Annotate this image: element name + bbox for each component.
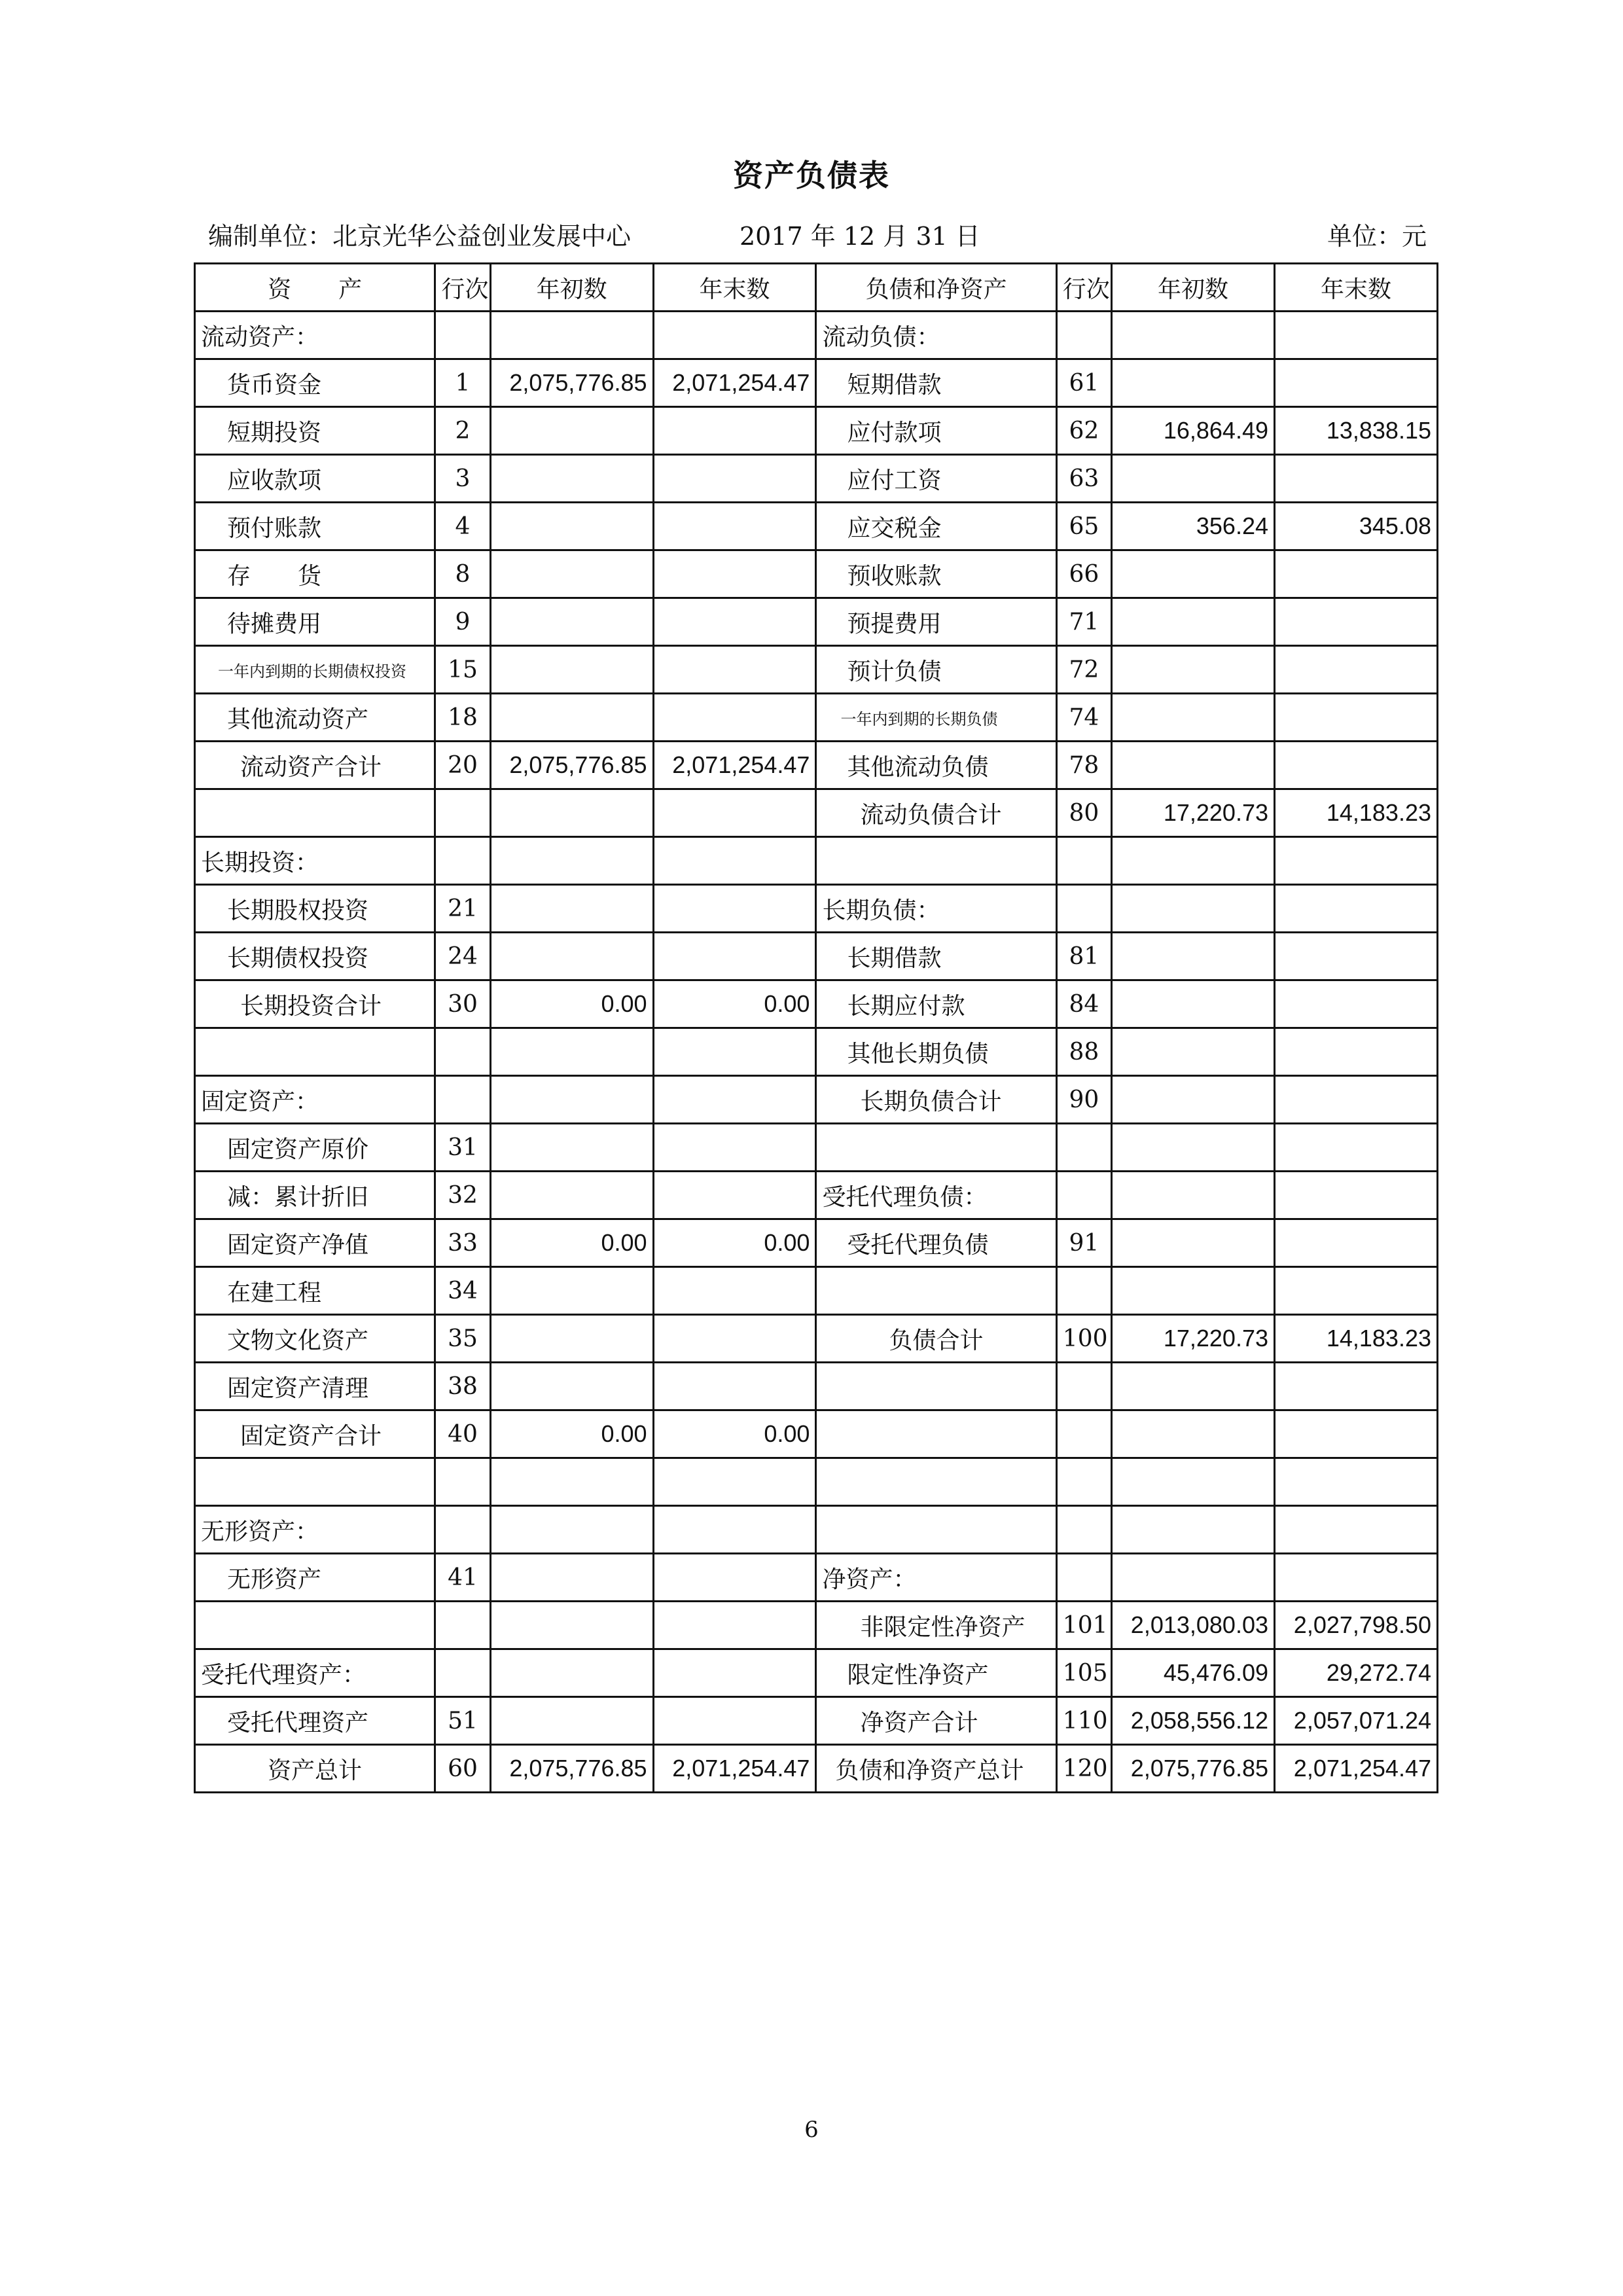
asset-begin-value — [490, 1172, 653, 1219]
asset-begin-value — [490, 1315, 653, 1363]
asset-label: 短期投资 — [195, 407, 435, 455]
liability-end-value: 2,027,798.50 — [1275, 1602, 1438, 1649]
asset-begin-value — [490, 789, 653, 837]
table-row — [195, 933, 1438, 980]
header-begin: 年初数 — [490, 264, 653, 312]
asset-label: 长期股权投资 — [195, 885, 435, 933]
asset-begin-value: 0.00 — [490, 980, 653, 1028]
table-row — [195, 359, 1438, 407]
asset-row-no — [435, 837, 490, 885]
liability-begin-value — [1112, 1076, 1275, 1124]
asset-label: 固定资产合计 — [195, 1410, 435, 1458]
liability-begin-value — [1112, 550, 1275, 598]
asset-end-value — [653, 1315, 816, 1363]
liability-label: 净资产： — [816, 1554, 1056, 1602]
asset-end-value: 0.00 — [653, 1219, 816, 1267]
asset-end-value — [653, 646, 816, 694]
liability-end-value — [1275, 1363, 1438, 1410]
asset-begin-value — [490, 933, 653, 980]
asset-row-no — [435, 1649, 490, 1697]
asset-begin-value — [490, 407, 653, 455]
liability-row-no — [1056, 1267, 1111, 1315]
asset-label: 一年内到期的长期债权投资 — [195, 646, 435, 694]
liability-label — [816, 1458, 1056, 1506]
table-row — [195, 1649, 1438, 1697]
asset-row-no: 41 — [435, 1554, 490, 1602]
header-end-right: 年末数 — [1275, 264, 1438, 312]
asset-row-no: 8 — [435, 550, 490, 598]
page-number: 6 — [804, 2117, 819, 2143]
liability-begin-value: 2,058,556.12 — [1112, 1697, 1275, 1745]
asset-label — [195, 1602, 435, 1649]
table-row — [195, 694, 1438, 742]
table-row — [195, 407, 1438, 455]
liability-row-no — [1056, 1363, 1111, 1410]
liability-begin-value — [1112, 1028, 1275, 1076]
asset-row-no: 24 — [435, 933, 490, 980]
asset-end-value — [653, 1076, 816, 1124]
asset-label: 应收款项 — [195, 455, 435, 503]
report-date: 2017 年 12 月 31 日 — [740, 222, 980, 251]
asset-end-value — [653, 837, 816, 885]
liability-begin-value: 2,075,776.85 — [1112, 1745, 1275, 1793]
liability-end-value — [1275, 933, 1438, 980]
asset-row-no: 4 — [435, 503, 490, 550]
liability-row-no: 110 — [1056, 1697, 1111, 1745]
asset-row-no — [435, 789, 490, 837]
table-body — [195, 312, 1438, 1793]
asset-end-value — [653, 1506, 816, 1554]
liability-begin-value — [1112, 1124, 1275, 1172]
asset-row-no: 9 — [435, 598, 490, 646]
table-row — [195, 1745, 1438, 1793]
org-label: 编制单位：北京光华公益创业发展中心 — [208, 222, 632, 251]
asset-label: 长期投资： — [195, 837, 435, 885]
table-row — [195, 742, 1438, 789]
liability-begin-value — [1112, 1410, 1275, 1458]
table-row — [195, 1363, 1438, 1410]
page-title: 资产负债表 — [733, 158, 890, 193]
liability-end-value — [1275, 742, 1438, 789]
liability-end-value — [1275, 455, 1438, 503]
asset-begin-value — [490, 1554, 653, 1602]
liability-label: 预计负债 — [816, 646, 1056, 694]
liability-begin-value: 45,476.09 — [1112, 1649, 1275, 1697]
liability-end-value — [1275, 550, 1438, 598]
asset-begin-value — [490, 503, 653, 550]
asset-end-value — [653, 789, 816, 837]
table-row — [195, 1124, 1438, 1172]
liability-row-no: 120 — [1056, 1745, 1111, 1793]
liability-end-value — [1275, 1219, 1438, 1267]
asset-row-no: 34 — [435, 1267, 490, 1315]
liability-begin-value — [1112, 359, 1275, 407]
liability-begin-value: 356.24 — [1112, 503, 1275, 550]
liability-begin-value — [1112, 742, 1275, 789]
asset-label: 流动资产合计 — [195, 742, 435, 789]
liability-begin-value — [1112, 980, 1275, 1028]
asset-begin-value: 2,075,776.85 — [490, 742, 653, 789]
asset-begin-value: 0.00 — [490, 1219, 653, 1267]
asset-end-value — [653, 885, 816, 933]
table-row — [195, 503, 1438, 550]
asset-label: 受托代理资产 — [195, 1697, 435, 1745]
table-row — [195, 1219, 1438, 1267]
liability-row-no — [1056, 1172, 1111, 1219]
asset-begin-value — [490, 885, 653, 933]
table-row — [195, 455, 1438, 503]
liability-begin-value — [1112, 694, 1275, 742]
asset-label — [195, 1458, 435, 1506]
asset-end-value — [653, 1554, 816, 1602]
asset-end-value: 2,071,254.47 — [653, 359, 816, 407]
asset-label: 固定资产净值 — [195, 1219, 435, 1267]
liability-row-no: 78 — [1056, 742, 1111, 789]
liability-end-value: 13,838.15 — [1275, 407, 1438, 455]
table-row — [195, 1458, 1438, 1506]
table-row — [195, 837, 1438, 885]
header-begin-right: 年初数 — [1112, 264, 1275, 312]
liability-row-no: 65 — [1056, 503, 1111, 550]
asset-end-value: 0.00 — [653, 980, 816, 1028]
liability-begin-value — [1112, 1219, 1275, 1267]
asset-label: 预付账款 — [195, 503, 435, 550]
liability-begin-value: 17,220.73 — [1112, 1315, 1275, 1363]
unit-label: 单位：元 — [1327, 222, 1427, 251]
asset-label: 在建工程 — [195, 1267, 435, 1315]
liability-row-no: 91 — [1056, 1219, 1111, 1267]
asset-begin-value — [490, 312, 653, 359]
asset-row-no — [435, 1458, 490, 1506]
asset-begin-value — [490, 550, 653, 598]
asset-row-no — [435, 1028, 490, 1076]
liability-end-value — [1275, 598, 1438, 646]
liability-end-value — [1275, 1028, 1438, 1076]
header-assets: 资 产 — [195, 264, 435, 312]
asset-end-value — [653, 407, 816, 455]
asset-end-value: 2,071,254.47 — [653, 1745, 816, 1793]
liability-row-no: 84 — [1056, 980, 1111, 1028]
asset-row-no: 35 — [435, 1315, 490, 1363]
asset-label: 固定资产： — [195, 1076, 435, 1124]
asset-label: 受托代理资产： — [195, 1649, 435, 1697]
asset-begin-value — [490, 1124, 653, 1172]
liability-label: 其他流动负债 — [816, 742, 1056, 789]
liability-row-no: 62 — [1056, 407, 1111, 455]
asset-begin-value: 2,075,776.85 — [490, 359, 653, 407]
asset-label: 其他流动资产 — [195, 694, 435, 742]
liability-row-no: 71 — [1056, 598, 1111, 646]
liability-begin-value: 2,013,080.03 — [1112, 1602, 1275, 1649]
liability-begin-value — [1112, 837, 1275, 885]
liability-begin-value: 17,220.73 — [1112, 789, 1275, 837]
asset-end-value — [653, 694, 816, 742]
liability-row-no: 101 — [1056, 1602, 1111, 1649]
header-row — [195, 264, 1438, 312]
asset-row-no: 31 — [435, 1124, 490, 1172]
liability-row-no: 63 — [1056, 455, 1111, 503]
liability-label: 受托代理负债 — [816, 1219, 1056, 1267]
asset-label: 无形资产： — [195, 1506, 435, 1554]
liability-label — [816, 1506, 1056, 1554]
asset-begin-value — [490, 598, 653, 646]
liability-label: 流动负债合计 — [816, 789, 1056, 837]
liability-row-no — [1056, 1458, 1111, 1506]
asset-begin-value — [490, 1076, 653, 1124]
table-row — [195, 550, 1438, 598]
asset-row-no: 15 — [435, 646, 490, 694]
asset-begin-value — [490, 1506, 653, 1554]
liability-label — [816, 837, 1056, 885]
liability-label: 净资产合计 — [816, 1697, 1056, 1745]
asset-begin-value — [490, 1458, 653, 1506]
asset-end-value — [653, 455, 816, 503]
asset-label: 流动资产： — [195, 312, 435, 359]
asset-row-no: 33 — [435, 1219, 490, 1267]
header-liabilities: 负债和净资产 — [816, 264, 1056, 312]
liability-row-no: 74 — [1056, 694, 1111, 742]
liability-row-no — [1056, 837, 1111, 885]
asset-row-no: 51 — [435, 1697, 490, 1745]
table-row — [195, 1506, 1438, 1554]
table-row — [195, 1172, 1438, 1219]
liability-end-value: 14,183.23 — [1275, 789, 1438, 837]
asset-begin-value — [490, 1602, 653, 1649]
liability-row-no — [1056, 885, 1111, 933]
liability-label — [816, 1363, 1056, 1410]
asset-row-no: 2 — [435, 407, 490, 455]
asset-label: 无形资产 — [195, 1554, 435, 1602]
asset-label: 减：累计折旧 — [195, 1172, 435, 1219]
asset-begin-value — [490, 694, 653, 742]
liability-label: 长期负债： — [816, 885, 1056, 933]
liability-label: 流动负债： — [816, 312, 1056, 359]
liability-begin-value — [1112, 1506, 1275, 1554]
asset-label: 长期投资合计 — [195, 980, 435, 1028]
asset-label: 待摊费用 — [195, 598, 435, 646]
asset-end-value — [653, 312, 816, 359]
liability-begin-value — [1112, 598, 1275, 646]
asset-end-value — [653, 1458, 816, 1506]
header-row-no-right: 行次 — [1056, 264, 1111, 312]
asset-label: 固定资产原价 — [195, 1124, 435, 1172]
liability-row-no: 61 — [1056, 359, 1111, 407]
liability-label — [816, 1410, 1056, 1458]
asset-end-value — [653, 933, 816, 980]
asset-end-value: 2,071,254.47 — [653, 742, 816, 789]
asset-end-value — [653, 1649, 816, 1697]
asset-end-value — [653, 503, 816, 550]
asset-row-no: 18 — [435, 694, 490, 742]
asset-row-no — [435, 312, 490, 359]
asset-begin-value — [490, 1267, 653, 1315]
liability-row-no: 88 — [1056, 1028, 1111, 1076]
liability-row-no — [1056, 1554, 1111, 1602]
liability-end-value: 29,272.74 — [1275, 1649, 1438, 1697]
liability-label: 长期借款 — [816, 933, 1056, 980]
asset-end-value — [653, 1602, 816, 1649]
liability-row-no — [1056, 1410, 1111, 1458]
liability-end-value — [1275, 1458, 1438, 1506]
liability-end-value — [1275, 1172, 1438, 1219]
liability-row-no: 100 — [1056, 1315, 1111, 1363]
asset-label: 长期债权投资 — [195, 933, 435, 980]
asset-label: 货币资金 — [195, 359, 435, 407]
liability-row-no: 72 — [1056, 646, 1111, 694]
asset-begin-value — [490, 837, 653, 885]
table-row — [195, 1410, 1438, 1458]
table-row — [195, 1554, 1438, 1602]
asset-end-value — [653, 1028, 816, 1076]
asset-begin-value — [490, 1363, 653, 1410]
asset-end-value: 0.00 — [653, 1410, 816, 1458]
asset-row-no — [435, 1602, 490, 1649]
asset-label — [195, 789, 435, 837]
liability-label: 预收账款 — [816, 550, 1056, 598]
liability-end-value: 2,071,254.47 — [1275, 1745, 1438, 1793]
liability-row-no: 105 — [1056, 1649, 1111, 1697]
liability-label — [816, 1124, 1056, 1172]
liability-begin-value — [1112, 646, 1275, 694]
table-row — [195, 312, 1438, 359]
liability-begin-value — [1112, 455, 1275, 503]
liability-begin-value: 16,864.49 — [1112, 407, 1275, 455]
liability-label: 负债和净资产总计 — [816, 1745, 1056, 1793]
header-row-no: 行次 — [435, 264, 490, 312]
asset-label: 固定资产清理 — [195, 1363, 435, 1410]
asset-end-value — [653, 1124, 816, 1172]
asset-label — [195, 1028, 435, 1076]
liability-begin-value — [1112, 312, 1275, 359]
asset-begin-value — [490, 646, 653, 694]
liability-begin-value — [1112, 933, 1275, 980]
liability-end-value — [1275, 359, 1438, 407]
liability-label: 预提费用 — [816, 598, 1056, 646]
liability-label: 长期应付款 — [816, 980, 1056, 1028]
liability-label: 长期负债合计 — [816, 1076, 1056, 1124]
liability-end-value — [1275, 1267, 1438, 1315]
liability-label: 应交税金 — [816, 503, 1056, 550]
asset-end-value — [653, 1267, 816, 1315]
asset-row-no — [435, 1076, 490, 1124]
asset-row-no: 3 — [435, 455, 490, 503]
asset-label: 资产总计 — [195, 1745, 435, 1793]
liability-label: 短期借款 — [816, 359, 1056, 407]
liability-label: 限定性净资产 — [816, 1649, 1056, 1697]
liability-begin-value — [1112, 1554, 1275, 1602]
liability-row-no — [1056, 312, 1111, 359]
table-row — [195, 1697, 1438, 1745]
liability-end-value — [1275, 1410, 1438, 1458]
liability-end-value — [1275, 1554, 1438, 1602]
liability-row-no: 90 — [1056, 1076, 1111, 1124]
table-row — [195, 980, 1438, 1028]
liability-begin-value — [1112, 885, 1275, 933]
balance-sheet-table — [194, 262, 1438, 1793]
liability-end-value: 14,183.23 — [1275, 1315, 1438, 1363]
asset-begin-value: 0.00 — [490, 1410, 653, 1458]
liability-end-value — [1275, 694, 1438, 742]
asset-row-no: 40 — [435, 1410, 490, 1458]
table-row — [195, 646, 1438, 694]
asset-end-value — [653, 1697, 816, 1745]
asset-row-no — [435, 1506, 490, 1554]
asset-begin-value — [490, 1028, 653, 1076]
asset-row-no: 1 — [435, 359, 490, 407]
asset-end-value — [653, 598, 816, 646]
liability-end-value — [1275, 980, 1438, 1028]
liability-end-value — [1275, 1506, 1438, 1554]
asset-end-value — [653, 1363, 816, 1410]
liability-begin-value — [1112, 1363, 1275, 1410]
liability-row-no — [1056, 1506, 1111, 1554]
asset-row-no: 20 — [435, 742, 490, 789]
asset-begin-value — [490, 1697, 653, 1745]
table-row — [195, 1028, 1438, 1076]
asset-row-no: 60 — [435, 1745, 490, 1793]
asset-row-no: 30 — [435, 980, 490, 1028]
asset-row-no: 38 — [435, 1363, 490, 1410]
liability-label: 受托代理负债： — [816, 1172, 1056, 1219]
liability-end-value — [1275, 312, 1438, 359]
asset-row-no: 21 — [435, 885, 490, 933]
table-row — [195, 1076, 1438, 1124]
asset-end-value — [653, 1172, 816, 1219]
liability-label: 应付款项 — [816, 407, 1056, 455]
liability-end-value — [1275, 1124, 1438, 1172]
table-row — [195, 598, 1438, 646]
asset-begin-value: 2,075,776.85 — [490, 1745, 653, 1793]
liability-end-value — [1275, 646, 1438, 694]
asset-label: 存 货 — [195, 550, 435, 598]
asset-row-no: 32 — [435, 1172, 490, 1219]
liability-label — [816, 1267, 1056, 1315]
table-row — [195, 885, 1438, 933]
liability-end-value: 2,057,071.24 — [1275, 1697, 1438, 1745]
asset-end-value — [653, 550, 816, 598]
liability-end-value: 345.08 — [1275, 503, 1438, 550]
liability-begin-value — [1112, 1172, 1275, 1219]
asset-label: 文物文化资产 — [195, 1315, 435, 1363]
liability-label: 负债合计 — [816, 1315, 1056, 1363]
liability-row-no: 81 — [1056, 933, 1111, 980]
liability-end-value — [1275, 837, 1438, 885]
table-row — [195, 1602, 1438, 1649]
liability-begin-value — [1112, 1267, 1275, 1315]
liability-label: 应付工资 — [816, 455, 1056, 503]
liability-end-value — [1275, 885, 1438, 933]
table-row — [195, 1315, 1438, 1363]
asset-begin-value — [490, 455, 653, 503]
table-row — [195, 1267, 1438, 1315]
liability-end-value — [1275, 1076, 1438, 1124]
liability-row-no: 80 — [1056, 789, 1111, 837]
liability-label: 一年内到期的长期负债 — [816, 694, 1056, 742]
table-row — [195, 789, 1438, 837]
liability-begin-value — [1112, 1458, 1275, 1506]
liability-row-no — [1056, 1124, 1111, 1172]
header-end: 年末数 — [653, 264, 816, 312]
liability-row-no: 66 — [1056, 550, 1111, 598]
liability-label: 其他长期负债 — [816, 1028, 1056, 1076]
liability-label: 非限定性净资产 — [816, 1602, 1056, 1649]
asset-begin-value — [490, 1649, 653, 1697]
